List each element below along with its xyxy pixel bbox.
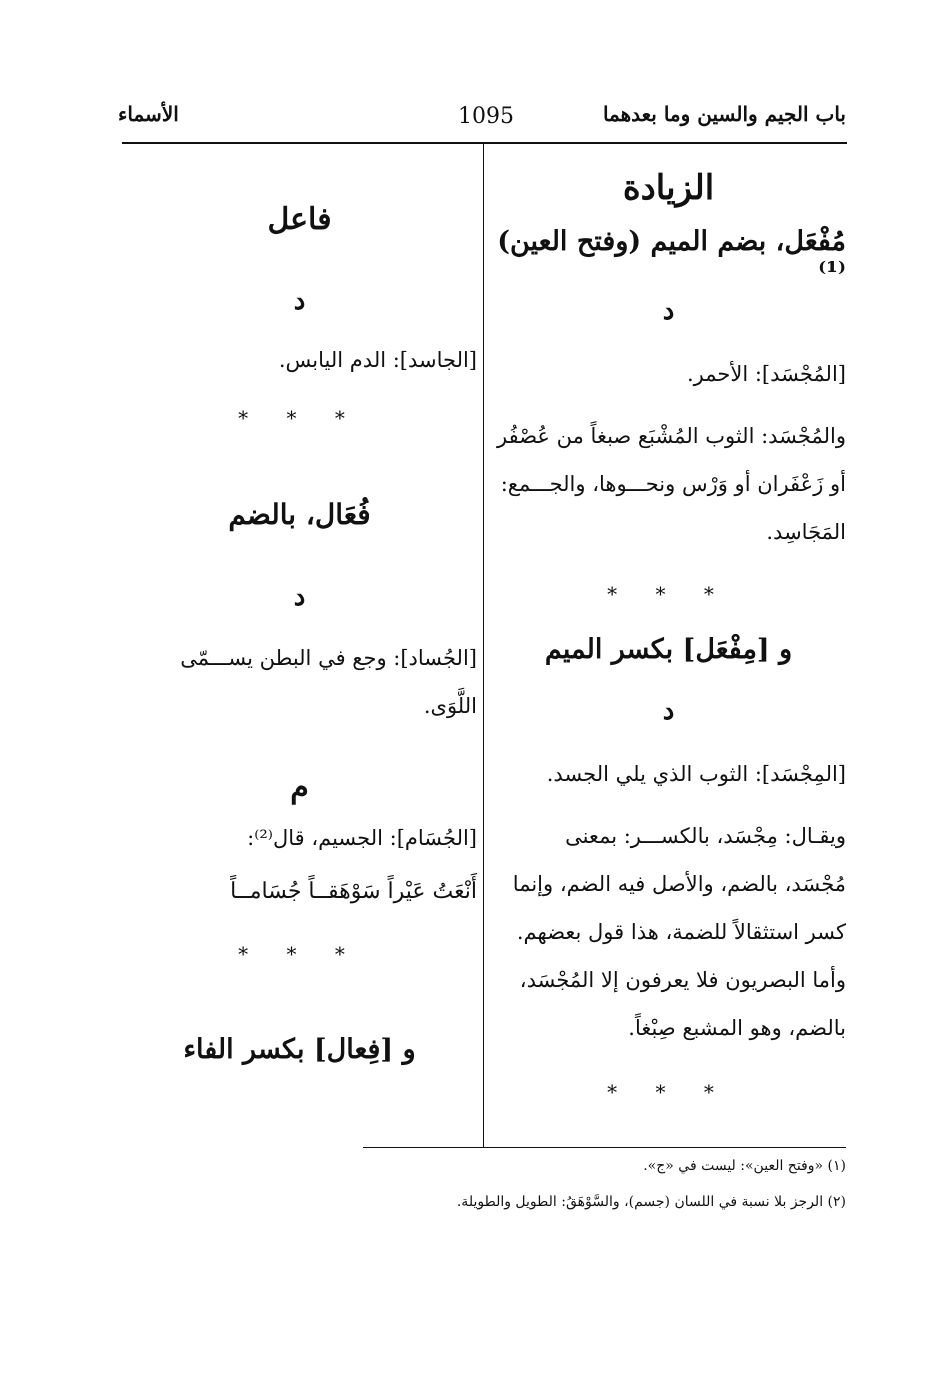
letter-heading: د: [293, 286, 306, 316]
text-line: ويقـال: مِجْسَد، بالكســـر: بمعنى: [565, 824, 846, 848]
separator-stars: * * *: [238, 406, 361, 430]
verse-line: أَنْعَتُ عَيْراً سَوْهَقــاً جُسَامــاً: [230, 879, 477, 904]
section-name: الأسماء: [118, 102, 179, 126]
entry-text: [المِجْسَد]: الثوب الذي يلي الجسد.: [546, 762, 846, 786]
entry-text: [الجُسَام]: الجسيم، قال⁽²⁾:: [247, 826, 477, 850]
letter-heading: د: [662, 296, 675, 326]
text-line: [الجُساد]: وجع في البطن يســـمّى: [180, 646, 477, 670]
separator-stars: * * *: [238, 942, 361, 966]
entry-text: [المُجْسَد]: الأحمر.: [686, 362, 846, 386]
header-rule: [122, 142, 847, 144]
running-header: [118, 102, 846, 138]
text-line: اللَّوَى.: [423, 694, 477, 718]
pattern-heading: فاعل: [267, 202, 332, 237]
text-line: وأما البصريون فلا يعرفون إلا المُجْسَد،: [519, 968, 846, 992]
text-line: المَجَاسِد.: [766, 520, 846, 544]
chapter-title: باب الجيم والسين وما بعدهما: [602, 102, 846, 126]
letter-heading: م: [290, 770, 309, 805]
text-line: كسر استثقالاً للضمة، هذا قول بعضهم.: [516, 920, 846, 944]
entry-text: [الجاسد]: الدم اليابس.: [278, 348, 477, 372]
page-number: 1095: [458, 104, 514, 129]
entry-text: [491, 412, 846, 556]
pattern-heading: مُفْعَل، بضم الميم (وفتح العين)⁽¹⁾: [497, 226, 846, 288]
text-line: والمُجْسَد: الثوب المُشْبَع صبغاً من عُصْفُر: [497, 424, 846, 448]
pattern-heading: فُعَال، بالضم: [228, 498, 371, 531]
entry-text: [122, 634, 477, 730]
letter-heading: د: [293, 582, 306, 612]
pattern-heading: و [مِفْعَل] بكسر الميم: [544, 634, 793, 665]
separator-stars: * * *: [607, 582, 730, 606]
footnote: (١) «وفتح العين»: ليست في «ج».: [643, 1158, 846, 1174]
entry-text: [491, 812, 846, 1052]
text-line: بالضم، وهو المشبع صِبْغاً.: [628, 1016, 846, 1040]
column-divider: [483, 144, 484, 1148]
text-line: مُجْسَد، بالضم، والأصل فيه الضم، وإنما: [512, 872, 846, 896]
letter-heading: د: [662, 696, 675, 726]
pattern-heading: و [فِعال] بكسر الفاء: [183, 1034, 416, 1065]
separator-stars: * * *: [607, 1080, 730, 1104]
section-title: الزيادة: [622, 168, 715, 208]
text-line: أو زَعْفَران أو وَرْس ونحـــوها، والجـــمع:: [500, 472, 846, 496]
footnote-rule: [363, 1147, 846, 1148]
footnote: (٢) الرجز بلا نسبة في اللسان (جسم)، والسَّوْهَقُ: الطويل والطويلة.: [456, 1194, 846, 1210]
